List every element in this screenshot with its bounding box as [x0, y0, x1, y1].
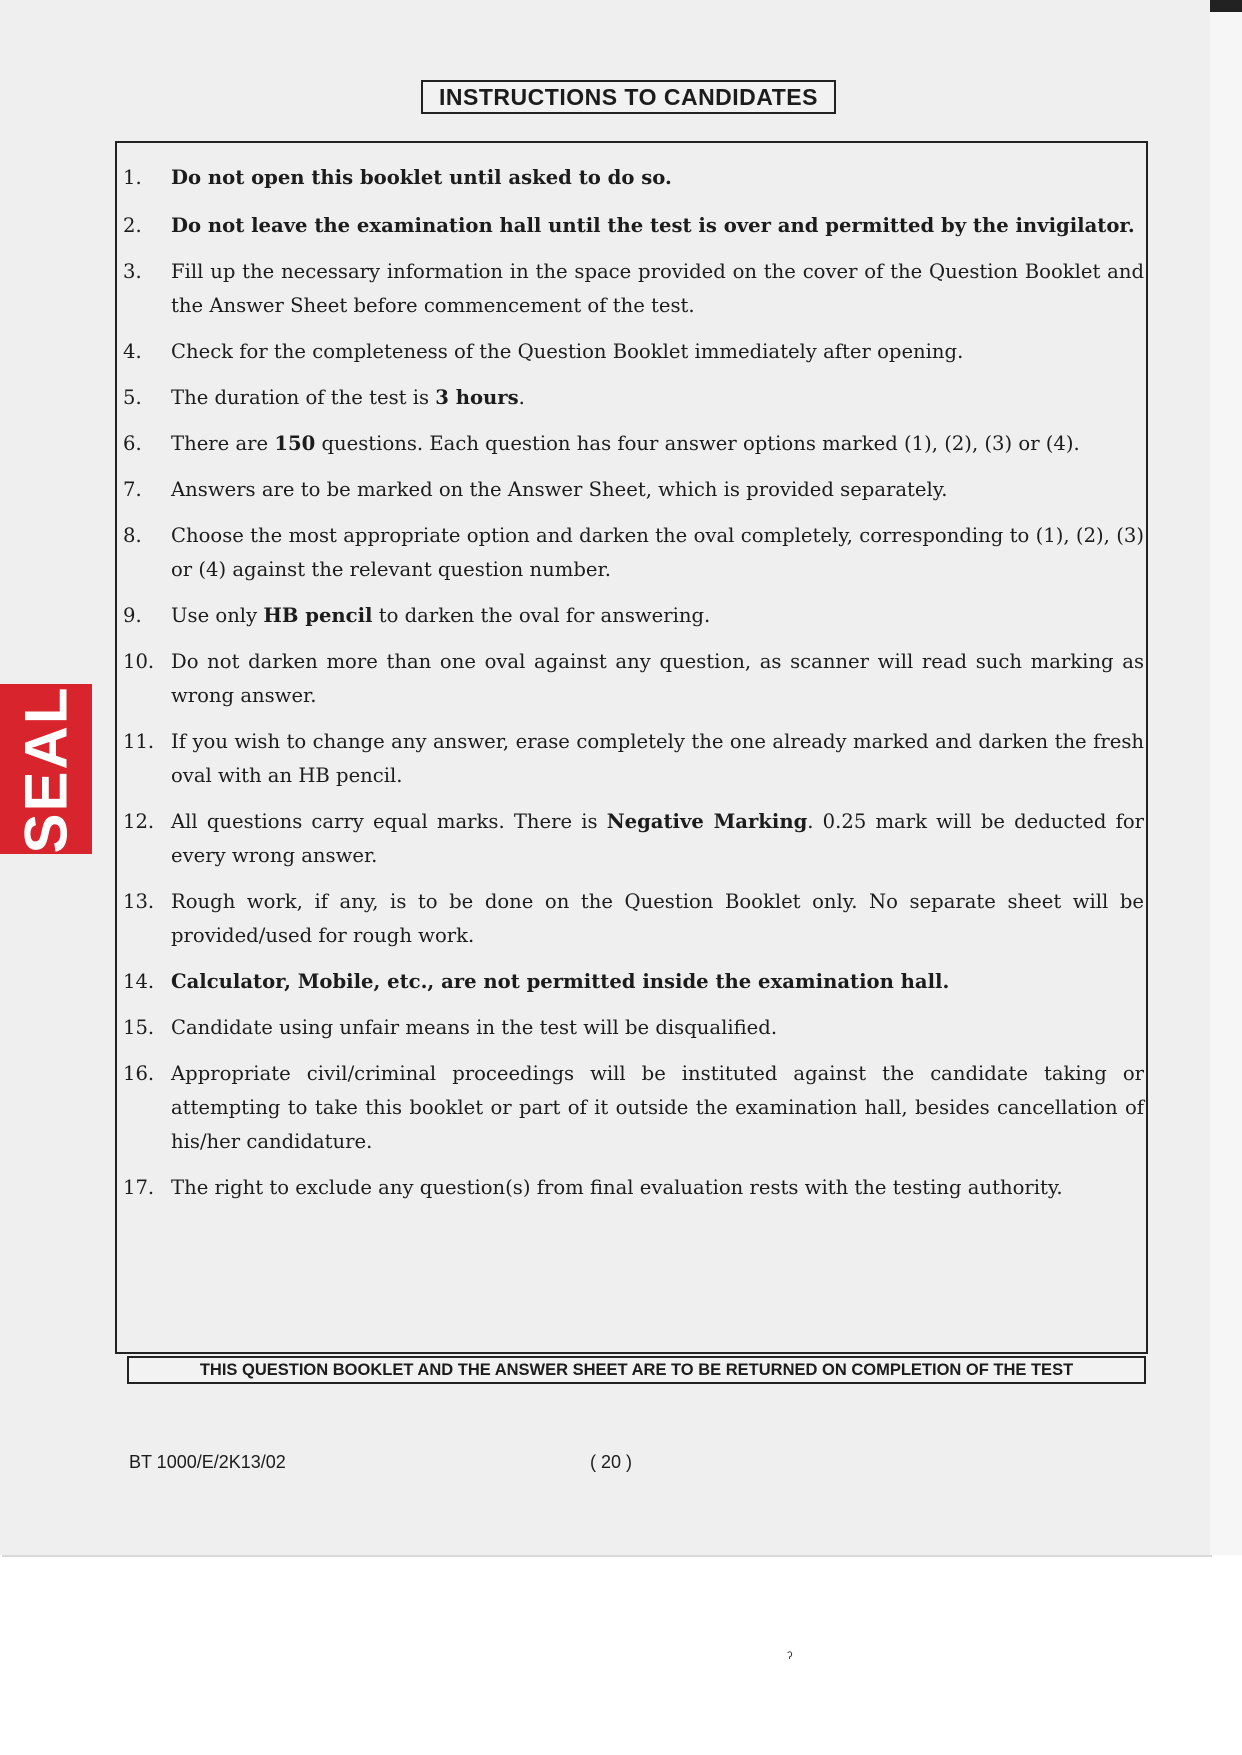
seal-text: SEAL — [12, 684, 80, 854]
instruction-text — [171, 166, 672, 189]
instruction-number: 16. — [123, 1062, 155, 1085]
instruction-emphasis: HB pencil — [263, 604, 373, 627]
instruction-number: 5. — [123, 386, 142, 409]
instruction-segment: Do not darken more than one oval against any question, as scanner will read such marking as wrong answer. — [171, 650, 1144, 707]
instruction-item — [117, 725, 1146, 793]
instruction-emphasis: Negative Marking — [606, 810, 808, 833]
stray-mark: ˀ — [787, 1650, 793, 1667]
instruction-text — [171, 478, 948, 501]
instruction-segment: Answers are to be marked on the Answer Sheet, which is provided separately. — [171, 478, 948, 501]
instruction-item — [117, 1057, 1146, 1159]
instruction-number: 13. — [123, 890, 155, 913]
instruction-item — [117, 1011, 1146, 1045]
instructions-title: INSTRUCTIONS TO CANDIDATES — [421, 80, 836, 114]
booklet-code: BT 1000/E/2K13/02 — [129, 1452, 286, 1472]
instruction-item — [117, 255, 1146, 323]
instruction-item — [117, 473, 1146, 507]
instruction-text — [171, 1176, 1063, 1199]
instruction-segment: There are — [171, 432, 275, 455]
instruction-segment: Candidate using unfair means in the test will be disqualified. — [171, 1016, 778, 1039]
instruction-text — [171, 890, 1144, 947]
instruction-item — [117, 381, 1146, 415]
instruction-number: 10. — [123, 650, 155, 673]
instruction-number: 17. — [123, 1176, 155, 1199]
page-edge — [1210, 0, 1242, 1555]
instruction-item — [117, 645, 1146, 713]
instruction-number: 4. — [123, 340, 142, 363]
instruction-item — [117, 519, 1146, 587]
instruction-number: 12. — [123, 810, 155, 833]
instruction-text — [171, 1062, 1144, 1153]
instruction-number: 2. — [123, 214, 142, 237]
instruction-number: 3. — [123, 260, 142, 283]
instruction-emphasis: Calculator, Mobile, etc., are not permitted inside the examination hall. — [171, 970, 950, 993]
instruction-item — [117, 209, 1146, 243]
seal-label — [0, 684, 92, 854]
instruction-item — [117, 1171, 1146, 1205]
instruction-emphasis: 150 — [274, 432, 316, 455]
instruction-segment: Use only — [171, 604, 264, 627]
instruction-item — [117, 335, 1146, 369]
instruction-segment: questions. Each question has four answer options marked (1), (2), (3) or (4). — [315, 432, 1080, 455]
instruction-segment: . — [518, 386, 525, 409]
instruction-segment: Choose the most appropriate option and darken the oval completely, corresponding to (1), (2), (3) or (4) against the relevant question number. — [171, 524, 1144, 581]
instruction-text — [171, 524, 1144, 581]
instruction-text — [171, 730, 1144, 787]
instruction-segment: The right to exclude any question(s) from final evaluation rests with the testing authority. — [171, 1176, 1063, 1199]
instruction-number: 1. — [123, 166, 142, 189]
instruction-item — [117, 805, 1146, 873]
instruction-item — [117, 599, 1146, 633]
instruction-item — [117, 427, 1146, 461]
instruction-text — [171, 1016, 777, 1039]
instruction-number: 11. — [123, 730, 155, 753]
instruction-number: 9. — [123, 604, 142, 627]
instruction-text — [171, 432, 1080, 455]
instruction-emphasis: Do not leave the examination hall until the test is over and permitted by the invigilator. — [171, 214, 1135, 237]
instructions-frame — [115, 141, 1148, 1354]
instruction-number: 14. — [123, 970, 155, 993]
instruction-number: 15. — [123, 1016, 155, 1039]
instruction-segment: Rough work, if any, is to be done on the Question Booklet only. No separate sheet will be provided/used for rough work. — [171, 890, 1144, 947]
instruction-segment: Fill up the necessary information in the space provided on the cover of the Question Booklet and the Answer Sheet before commencement of the test. — [171, 260, 1144, 317]
instruction-number: 8. — [123, 524, 142, 547]
instruction-text — [171, 386, 525, 409]
instruction-item — [117, 965, 1146, 999]
instruction-segment: Appropriate civil/criminal proceedings will be instituted against the candidate taking or attempting to take this booklet or part of it outside the examination hall, besides cancellation of his/her candidature. — [171, 1062, 1144, 1153]
instruction-item — [117, 161, 1146, 195]
instruction-text — [171, 340, 963, 363]
instruction-segment: The duration of the test is — [171, 386, 436, 409]
instruction-text — [171, 604, 710, 627]
corner-mark — [1210, 0, 1242, 12]
instructions-list — [117, 161, 1146, 1205]
instruction-item — [117, 885, 1146, 953]
instruction-text — [171, 650, 1144, 707]
instruction-segment: . 0.25 mark will be deducted for every wrong answer. — [171, 810, 1144, 867]
instruction-segment: If you wish to change any answer, erase completely the one already marked and darken the fresh oval with an HB pencil. — [171, 730, 1144, 787]
instruction-emphasis: 3 hours — [435, 386, 519, 409]
instruction-number: 6. — [123, 432, 142, 455]
instruction-text — [171, 810, 1144, 867]
instruction-segment: to darken the oval for answering. — [372, 604, 711, 627]
instruction-number: 7. — [123, 478, 142, 501]
instruction-text — [171, 214, 1135, 237]
return-notice: THIS QUESTION BOOKLET AND THE ANSWER SHEET ARE TO BE RETURNED ON COMPLETION OF THE TEST — [127, 1356, 1146, 1384]
instruction-text — [171, 260, 1144, 317]
instruction-emphasis: Do not open this booklet until asked to do so. — [171, 166, 672, 189]
instruction-text — [171, 970, 949, 993]
instruction-segment: Check for the completeness of the Question Booklet immediately after opening. — [171, 340, 964, 363]
instruction-segment: All questions carry equal marks. There is — [171, 810, 607, 833]
page-number: ( 20 ) — [590, 1452, 633, 1472]
